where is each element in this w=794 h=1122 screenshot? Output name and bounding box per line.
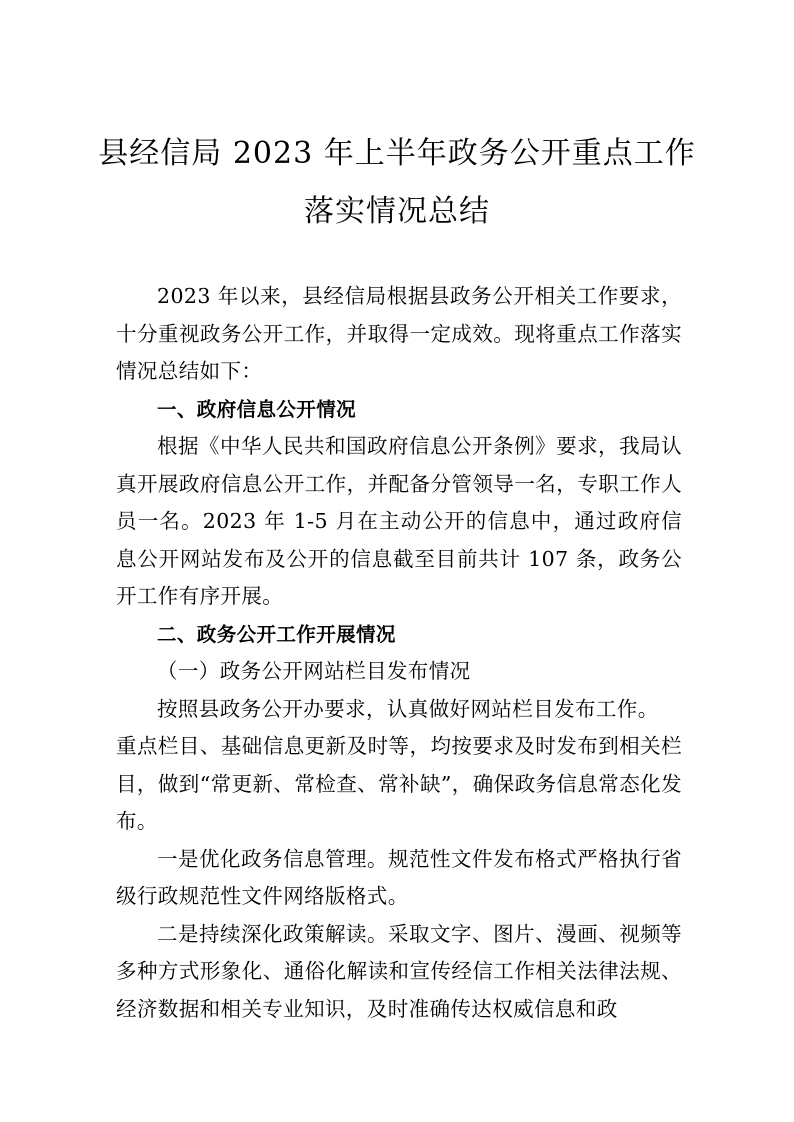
document-title-line-2: 落实情况总结 — [304, 194, 490, 229]
subsection-1-paragraph: 按照县政务公开办要求，认真做好网站栏目发布工作。 — [157, 696, 659, 721]
document-body — [116, 278, 682, 1028]
point-one-paragraph: 一是优化政务信息管理。规范性文件发布格式严格执行省级行政规范性文件网络版格式。 — [116, 846, 682, 908]
section-1-paragraph: 根据《中华人民共和国政府信息公开条例》要求，我局认真开展政府信息公开工作，并配备分管领导一名，专职工作人员一名。2023 年 1-5 月在主动公开的信息中，通过政府信息公开网站发布及公开的信息截至目前共计 107 条，政务公开工作有序开展。 — [116, 434, 682, 608]
section-heading-2: 二、政务公开工作开展情况 — [157, 622, 396, 646]
subsection-heading-1: （一）政务公开网站栏目发布情况 — [157, 659, 471, 683]
section-heading-1: 一、政府信息公开情况 — [157, 397, 357, 421]
intro-paragraph: 2023 年以来，县经信局根据县政务公开相关工作要求，十分重视政务公开工作，并取得一定成效。现将重点工作落实情况总结如下： — [116, 284, 682, 383]
point-two-paragraph: 二是持续深化政策解读。采取文字、图片、漫画、视频等多种方式形象化、通俗化解读和宣传经信工作相关法律法规、经济数据和相关专业知识，及时准确传达权威信息和政 — [116, 921, 682, 1021]
document-title-line-1: 县经信局 2023 年上半年政务公开重点工作 — [98, 136, 696, 171]
subsection-1-continued-paragraph: 重点栏目、基础信息更新及时等，均按要求及时发布到相关栏目，做到“常更新、常检查、常补缺”，确保政务信息常态化发布。 — [116, 734, 682, 833]
